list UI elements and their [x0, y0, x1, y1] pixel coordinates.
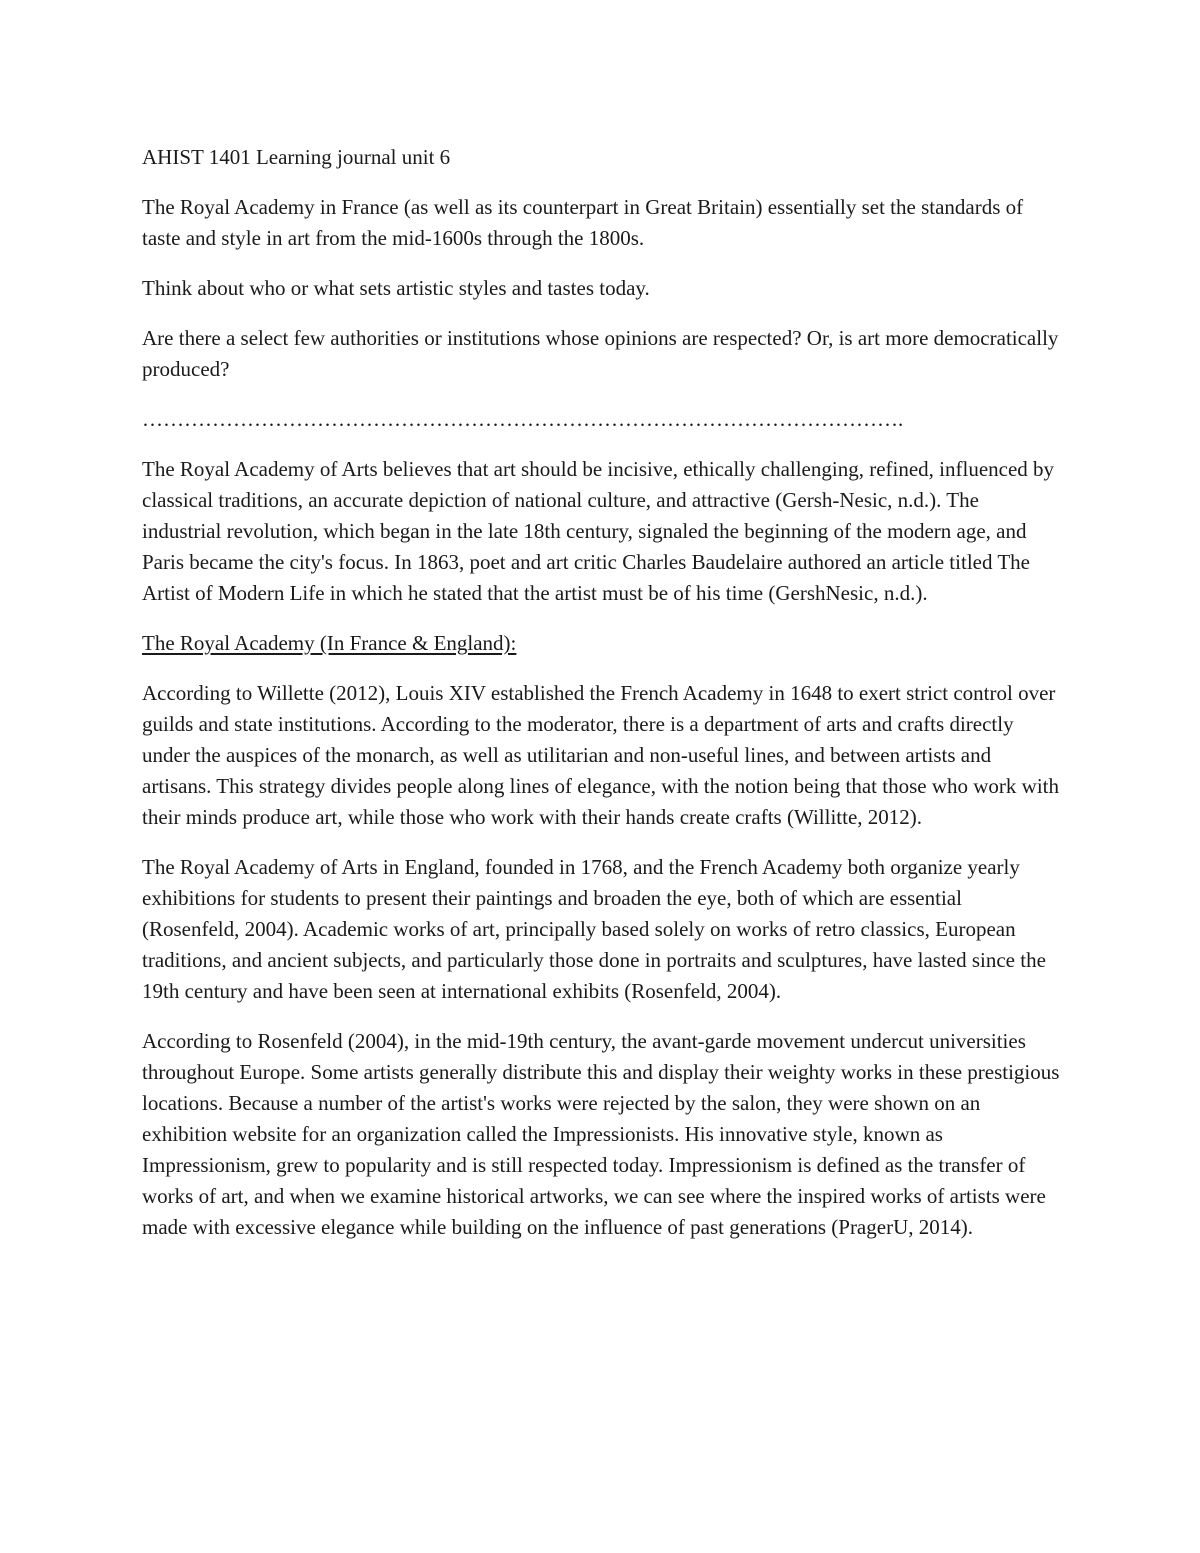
prompt-paragraph-2: Think about who or what sets artistic styles and tastes today.	[142, 276, 650, 300]
section-heading: The Royal Academy (In France & England):	[142, 631, 517, 655]
prompt-paragraph-3: Are there a select few authorities or institutions whose opinions are respected? Or, is art more democratically produced?	[142, 326, 1059, 381]
prompt-paragraph-1: The Royal Academy in France (as well as its counterpart in Great Britain) essentially set the standards of taste and style in art from the mid-1600s through the 1800s.	[142, 195, 1024, 250]
body-paragraph-2: The Royal Academy of Arts in England, founded in 1768, and the French Academy both organize yearly exhibitions for students to present their paintings and broaden the eye, both of which are essential (Rosenfeld, 2004). Academic works of art, principally based solely on works of retro classics, European traditions, and ancient subjects, and particularly those done in portraits and sculptures, have lasted since the 19th century and have been seen at international exhibits (Rosenfeld, 2004).	[142, 855, 1046, 1003]
body-paragraph-3: According to Rosenfeld (2004), in the mid-19th century, the avant-garde movement undercut universities throughout Europe. Some artists generally distribute this and display their weighty works in these prestigious locations. Because a number of the artist's works were rejected by the salon, they were shown on an exhibition website for an organization called the Impressionists. His innovative style, known as Impressionism, grew to popularity and is still respected today. Impressionism is defined as the transfer of works of art, and when we examine historical artworks, we can see where the inspired works of artists were made with excessive elegance while building on the influence of past generations (PragerU, 2014).	[142, 1029, 1060, 1239]
document-body	[142, 142, 1062, 1262]
intro-paragraph: The Royal Academy of Arts believes that art should be incisive, ethically challenging, refined, influenced by classical traditions, an accurate depiction of national culture, and attractive (Gersh-Nesic, n.d.). The industrial revolution, which began in the late 18th century, signaled the beginning of the modern age, and Paris became the city's focus. In 1863, poet and art critic Charles Baudelaire authored an article titled The Artist of Modern Life in which he stated that the artist must be of his time (GershNesic, n.d.).	[142, 457, 1055, 605]
dotted-divider: ……………………………………………………………………………………………….	[142, 407, 904, 431]
document-title: AHIST 1401 Learning journal unit 6	[142, 145, 451, 169]
body-paragraph-1: According to Willette (2012), Louis XIV established the French Academy in 1648 to exert strict control over guilds and state institutions. According to the moderator, there is a department of arts and crafts directly under the auspices of the monarch, as well as utilitarian and non-useful lines, and between artists and artisans. This strategy divides people along lines of elegance, with the notion being that those who work with their minds produce art, while those who work with their hands create crafts (Willitte, 2012).	[142, 681, 1060, 829]
